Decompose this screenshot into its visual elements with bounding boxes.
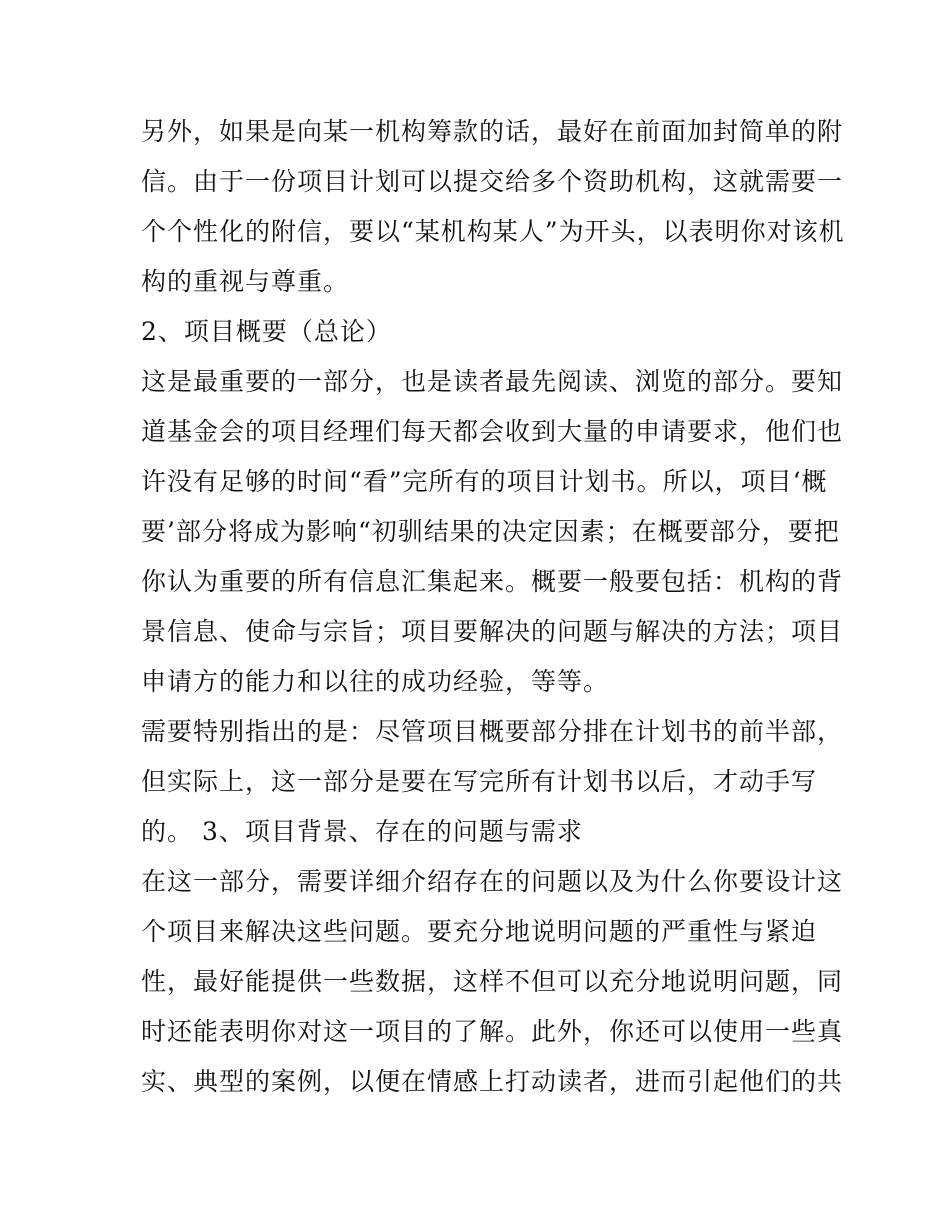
text-line-20: 实、典型的案例，以便在情感上打动读者，进而引起他们的共: [141, 1067, 844, 1096]
text-line-2: 信。由于一份项目计划可以提交给多个资助机构，这就需要一: [141, 167, 844, 196]
text-line-18: 性，最好能提供一些数据，这样不但可以充分地说明问题，同: [141, 967, 844, 996]
text-line-6: 这是最重要的一部分，也是读者最先阅读、浏览的部分。要知: [141, 367, 844, 396]
text-line-1: 另外，如果是向某一机构筹款的话，最好在前面加封简单的附: [141, 117, 844, 146]
text-line-10: 你认为重要的所有信息汇集起来。概要一般要包括：机构的背: [141, 567, 844, 596]
text-line-11: 景信息、使命与宗旨；项目要解决的问题与解决的方法；项目: [141, 617, 844, 646]
text-line-19: 时还能表明你对这一项目的了解。此外，你还可以使用一些真: [141, 1017, 844, 1046]
text-line-15: 的。 3、项目背景、存在的问题与需求: [141, 817, 583, 846]
text-line-13: 需要特别指出的是：尽管项目概要部分排在计划书的前半部，: [141, 717, 844, 746]
section-heading-2: 2、项目概要（总论）: [141, 317, 392, 346]
text-line-14: 但实际上，这一部分是要在写完所有计划书以后，才动手写: [141, 767, 818, 796]
text-line-8: 许没有足够的时间“看”完所有的项目计划书。所以，项目‘概: [141, 467, 828, 496]
text-line-3: 个个性化的附信，要以“某机构某人”为开头，以表明你对该机: [141, 217, 845, 246]
text-line-17: 个项目来解决这些问题。要充分地说明问题的严重性与紧迫: [141, 917, 818, 946]
text-line-7: 道基金会的项目经理们每天都会收到大量的申请要求，他们也: [141, 417, 844, 446]
text-line-9: 要’部分将成为影响“初驯结果的决定因素；在概要部分，要把: [141, 517, 840, 546]
text-line-12: 申请方的能力和以往的成功经验，等等。: [141, 667, 610, 696]
text-line-16: 在这一部分，需要详细介绍存在的问题以及为什么你要设计这: [141, 867, 844, 896]
text-line-4: 构的重视与尊重。: [141, 267, 350, 296]
